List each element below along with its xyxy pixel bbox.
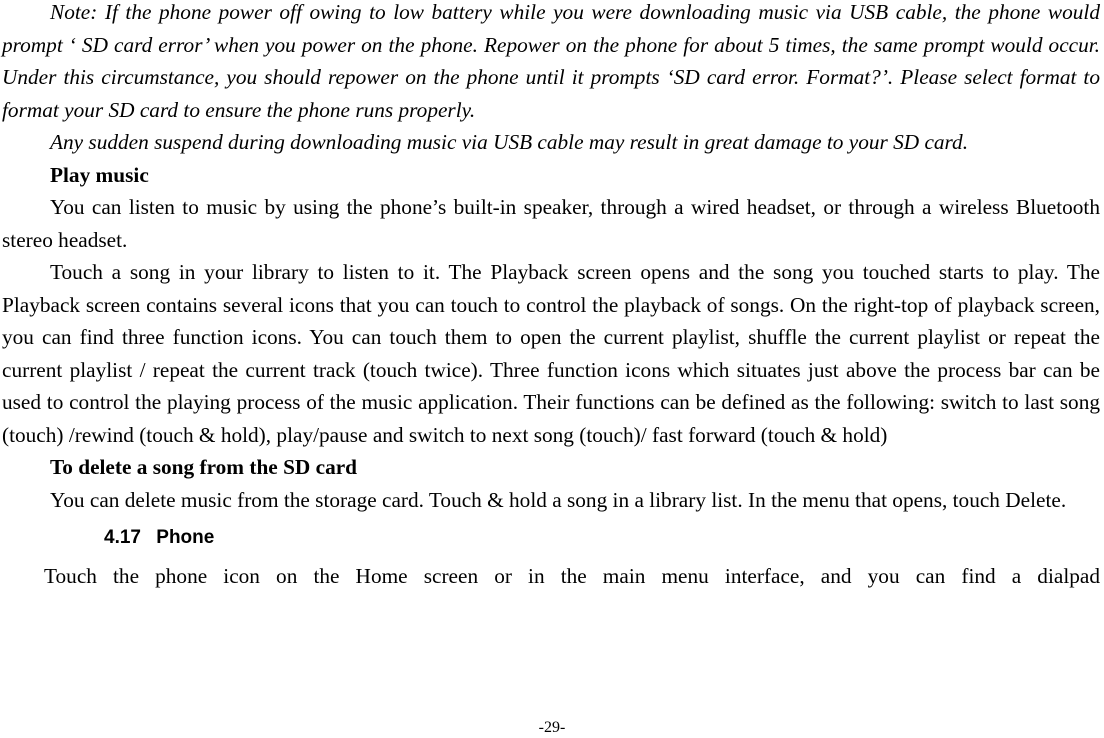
heading-delete-song: To delete a song from the SD card: [50, 455, 358, 479]
delete-song-paragraph: You can delete music from the storage card. Touch & hold a song in a library list. In the menu that opens, touch Delete.: [50, 487, 1067, 512]
section-title: Phone: [156, 527, 215, 548]
heading-play-music: Play music: [50, 162, 149, 187]
play-music-paragraph-1: You can listen to music by using the phone’s built-in speaker, through a wired headset, or through a wireless Bluetooth stereo headset.: [2, 195, 1100, 252]
phone-paragraph: Touch the phone icon on the Home screen or in the main menu interface, and you can find a dialpad: [44, 564, 1100, 588]
section-number: 4.17: [104, 527, 141, 548]
play-music-paragraph-2: Touch a song in your library to listen to it. The Playback screen opens and the song you touched starts to play. The Playback screen contains several icons that you can touch to control the playback of songs. On the right-top of playback screen, you can find three function icons. You can touch them to open the current playlist, shuffle the current playlist or repeat the current playlist / repeat the current track (touch twice). Three function icons which situates just above the process bar can be used to control the playing process of the music application. Their functions can be defined as the following: switch to last song (touch) /rewind (touch & hold), play/pause and switch to next song (touch)/ fast forward (touch & hold): [2, 260, 1100, 447]
note-paragraph: Note: If the phone power off owing to low battery while you were downloading music via USB cable, the phone would prompt ‘ SD card error’ when you power on the phone. Repower on the phone for about 5 times, the same prompt would occur. Under this circumstance, you should repower on the phone until it prompts ‘SD card error. Format?’. Please select format to format your SD card to ensure the phone runs properly.: [2, 0, 1100, 122]
page-number: -29-: [538, 719, 566, 736]
section-heading-phone: [2, 516, 1100, 560]
note-paragraph-warning: Any sudden suspend during downloading music via USB cable may result in great damage to your SD card.: [50, 130, 969, 154]
document-page: [2, 0, 1100, 593]
